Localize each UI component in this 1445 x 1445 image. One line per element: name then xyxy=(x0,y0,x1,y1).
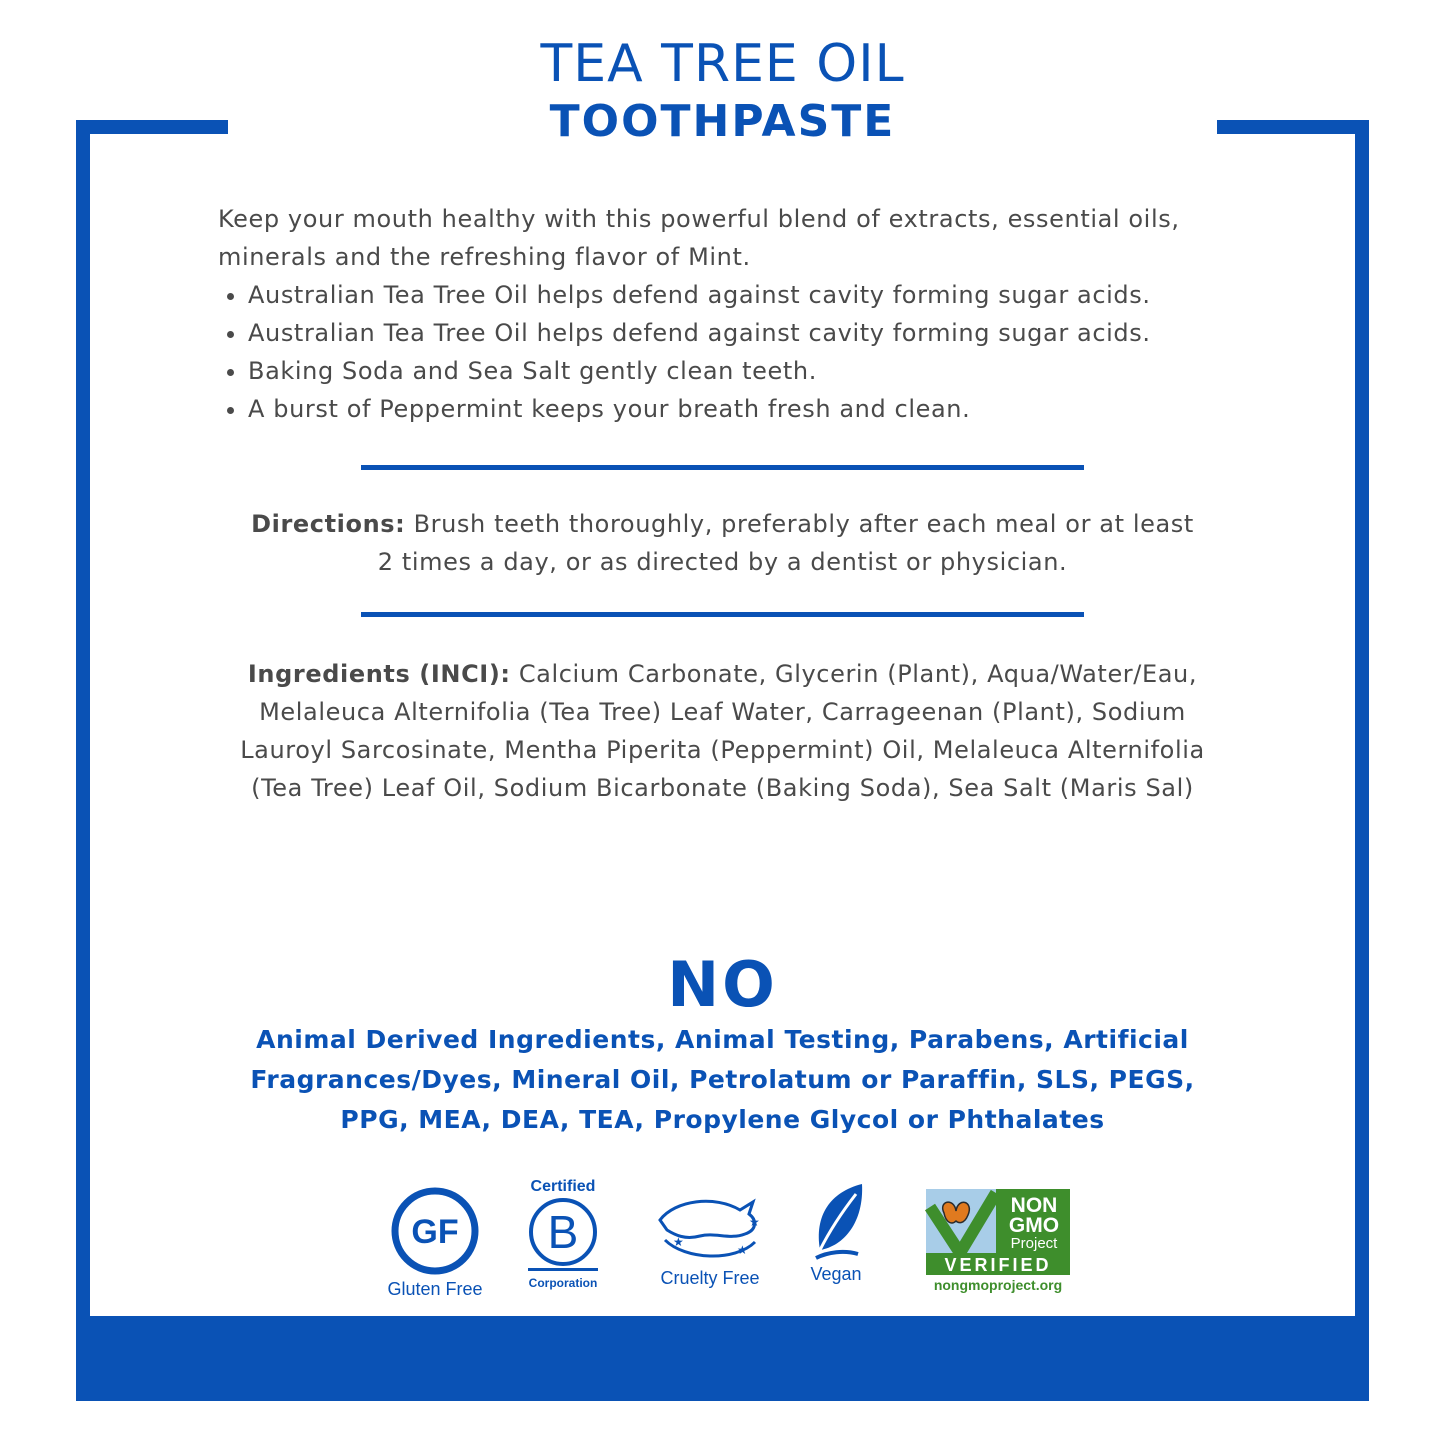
benefit-list xyxy=(218,276,1218,428)
frame-left-border xyxy=(76,120,90,1320)
bcorp-top-text: Certified xyxy=(530,1178,596,1195)
frame-right-border xyxy=(1355,120,1369,1320)
bcorp-icon xyxy=(518,1196,608,1272)
non-gmo-line2: GMO xyxy=(1008,1214,1060,1237)
non-gmo-badge xyxy=(924,1187,1074,1295)
directions-section xyxy=(240,505,1205,581)
leaping-bunny-icon xyxy=(645,1180,775,1270)
svg-text:★: ★ xyxy=(749,1215,760,1229)
non-gmo-line1: NON xyxy=(1010,1194,1058,1217)
benefit-item: • Australian Tea Tree Oil helps defend against cavity forming sugar acids. xyxy=(248,276,1218,314)
frame-bottom-band xyxy=(76,1316,1369,1401)
free-from-list: Animal Derived Ingredients, Animal Testing, Parabens, Artificial Fragrances/Dyes, Mineral Oil, Petrolatum or Paraffin, SLS, PEGS, PPG, MEA, DEA, TEA, Propylene Glycol or Phthalates xyxy=(250,1025,1195,1134)
ingredients-label: Ingredients (INCI): xyxy=(247,660,511,688)
benefit-item: • A burst of Peppermint keeps your breath fresh and clean. xyxy=(248,390,1218,428)
non-gmo-verified: VERIFIED xyxy=(944,1255,1052,1275)
vegan-caption: Vegan xyxy=(810,1264,862,1284)
ingredients-section xyxy=(230,655,1215,807)
bcorp-mark: B xyxy=(547,1206,579,1258)
divider xyxy=(361,612,1084,617)
directions-text: Brush teeth thoroughly, preferably after each meal or at least 2 times a day, or as directed by a dentist or physician. xyxy=(377,510,1194,576)
free-from-title: NO xyxy=(667,948,778,1021)
gluten-free-badge xyxy=(385,1183,485,1300)
bcorp-bottom-text: Corporation xyxy=(528,1276,598,1290)
gluten-free-caption: Gluten Free xyxy=(387,1279,483,1299)
svg-text:★: ★ xyxy=(737,1243,748,1257)
leaf-icon xyxy=(800,1180,872,1266)
non-gmo-icon xyxy=(924,1187,1074,1295)
cruelty-free-caption: Cruelty Free xyxy=(660,1268,760,1288)
title-line2: TOOTHPASTE xyxy=(549,96,896,147)
gluten-free-icon xyxy=(385,1183,485,1279)
divider xyxy=(361,465,1084,470)
title-line1: TEA TREE OIL xyxy=(540,34,905,94)
vegan-badge xyxy=(800,1180,872,1285)
non-gmo-line3: Project xyxy=(1010,1235,1058,1252)
ingredients-text: Calcium Carbonate, Glycerin (Plant), Aqua/Water/Eau, Melaleuca Alternifolia (Tea Tree) Leaf Water, Carrageenan (Plant), Sodium Lauroyl Sarcosinate, Mentha Piperita (Peppermint) Oil, Melaleuca Alternifolia (Tea Tree) Leaf Oil, Sodium Bicarbonate (Baking Soda), Sea Salt (Maris Sal) xyxy=(240,660,1205,802)
directions-label: Directions: xyxy=(251,510,406,538)
svg-text:★: ★ xyxy=(673,1235,684,1249)
intro-section xyxy=(218,200,1218,428)
intro-text: Keep your mouth healthy with this powerful blend of extracts, essential oils, minerals and the refreshing flavor of Mint. xyxy=(218,205,1180,271)
bcorp-badge xyxy=(518,1178,608,1290)
cruelty-free-badge xyxy=(645,1180,775,1289)
benefit-item: • Australian Tea Tree Oil helps defend against cavity forming sugar acids. xyxy=(248,314,1218,352)
benefit-item: • Baking Soda and Sea Salt gently clean teeth. xyxy=(248,352,1218,390)
non-gmo-url: nongmoproject.org xyxy=(933,1277,1063,1293)
gf-mark: GF xyxy=(411,1213,459,1251)
